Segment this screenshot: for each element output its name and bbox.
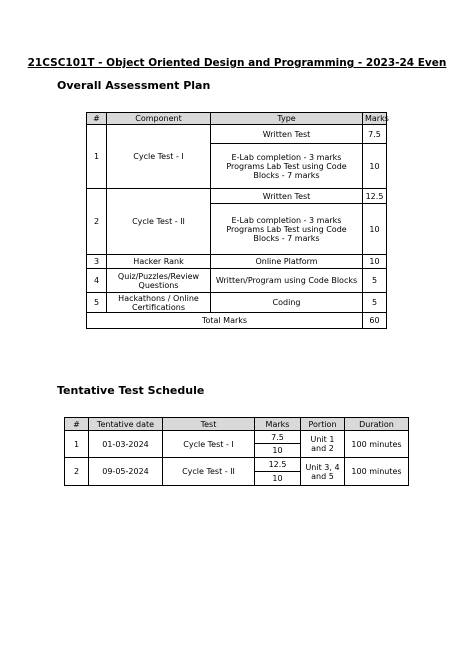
row-number: 1 [65,431,89,458]
column-header: Portion [301,418,345,431]
marks-cell: 7.5 [255,431,301,444]
type-cell: Online Platform [211,255,363,269]
marks-cell: 7.5 [363,125,387,144]
marks-cell: 12.5 [363,189,387,204]
component-cell: Hackathons / Online Certifications [107,293,211,313]
portion-cell: Unit 3, 4 and 5 [301,458,345,486]
type-cell: E-Lab completion - 3 marks Programs Lab Test using Code Blocks - 7 marks [211,144,363,189]
date-cell: 09-05-2024 [89,458,163,486]
row-number: 4 [87,269,107,293]
duration-cell: 100 minutes [345,458,409,486]
component-cell: Cycle Test - I [107,125,211,189]
type-cell: E-Lab completion - 3 marks Programs Lab Test using Code Blocks - 7 marks [211,204,363,255]
row-number: 2 [87,189,107,255]
marks-cell: 10 [255,472,301,486]
table-header-row [87,113,387,125]
test-schedule-heading: Tentative Test Schedule [57,384,205,397]
column-header: Component [107,113,211,125]
table-row [87,269,387,293]
test-cell: Cycle Test - I [163,431,255,458]
column-header: # [87,113,107,125]
date-cell: 01-03-2024 [89,431,163,458]
marks-cell: 12.5 [255,458,301,472]
document-title: 21CSC101T - Object Oriented Design and Programming - 2023-24 Even [27,57,447,69]
table-row [65,431,409,444]
marks-cell: 10 [255,444,301,458]
row-number: 3 [87,255,107,269]
column-header: Test [163,418,255,431]
type-cell: Written Test [211,189,363,204]
table-row [87,293,387,313]
table-header-row [65,418,409,431]
type-cell: Coding [211,293,363,313]
row-number: 2 [65,458,89,486]
marks-cell: 10 [363,144,387,189]
table-row [65,458,409,472]
total-row [87,313,387,329]
total-value: 60 [363,313,387,329]
component-cell: Hacker Rank [107,255,211,269]
total-label: Total Marks [87,313,363,329]
column-header: Tentative date [89,418,163,431]
marks-cell: 5 [363,269,387,293]
test-cell: Cycle Test - II [163,458,255,486]
column-header: Duration [345,418,409,431]
assessment-plan-heading: Overall Assessment Plan [57,79,211,92]
duration-cell: 100 minutes [345,431,409,458]
assessment-plan-table [86,112,387,329]
column-header: # [65,418,89,431]
column-header: Type [211,113,363,125]
test-schedule-table [64,417,409,486]
row-number: 1 [87,125,107,189]
marks-cell: 10 [363,204,387,255]
type-cell: Written/Program using Code Blocks [211,269,363,293]
table-row [87,125,387,144]
row-number: 5 [87,293,107,313]
component-cell: Cycle Test - II [107,189,211,255]
column-header: Marks [255,418,301,431]
table-row [87,255,387,269]
type-cell: Written Test [211,125,363,144]
column-header: Marks [363,113,387,125]
marks-cell: 10 [363,255,387,269]
component-cell: Quiz/Puzzles/Review Questions [107,269,211,293]
table-row [87,189,387,204]
marks-cell: 5 [363,293,387,313]
portion-cell: Unit 1 and 2 [301,431,345,458]
